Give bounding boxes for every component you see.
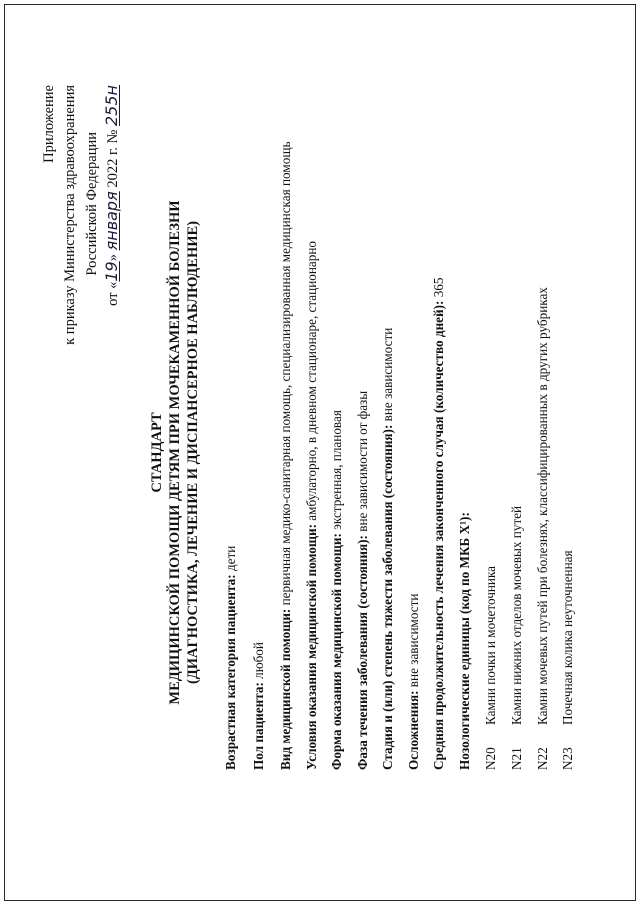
nosology-name: Камни почки и мочеточника bbox=[483, 565, 498, 725]
field-treatment-duration: Средняя продолжительность лечения законченного случая (количество дней): 365 bbox=[431, 277, 446, 770]
field-care-form: Форма оказания медицинской помощи: экстренная, плановая bbox=[329, 410, 344, 770]
field-complications: Осложнения: вне зависимости bbox=[406, 593, 421, 770]
nosology-name: Камни мочевых путей при болезнях, классифицированных в других рубриках bbox=[535, 287, 550, 725]
field-gender: Пол пациента: любой bbox=[251, 642, 266, 770]
field-age-category: Возрастная категория пациента: дети bbox=[223, 545, 238, 770]
appendix-label: Приложение bbox=[41, 85, 57, 163]
field-care-conditions: Условия оказания медицинской помощи: амбулаторно, в дневном стационаре, стационарно bbox=[304, 240, 319, 770]
field-disease-stage: Стадия и (или) степень тяжести заболевания (состояния): вне зависимости bbox=[380, 327, 395, 770]
nosology-name: Почечная колика неуточненная bbox=[560, 550, 575, 725]
field-nosology-heading: Нозологические единицы (код по МКБ X¹): bbox=[457, 512, 472, 770]
order-reference: к приказу Министерства здравоохранения bbox=[62, 85, 78, 345]
ministry-country: Российской Федерации bbox=[84, 132, 100, 276]
standard-subtitle: МЕДИЦИНСКОЙ ПОМОЩИ ДЕТЯМ ПРИ МОЧЕКАМЕННОЙ БОЛЕЗНИ bbox=[167, 200, 183, 705]
handwritten-day: 19 bbox=[102, 261, 121, 282]
field-care-type: Вид медицинской помощи: первичная медико-санитарная помощь, специализированная медицинская помощь bbox=[278, 141, 293, 770]
nosology-code: N21 bbox=[509, 747, 524, 770]
handwritten-month: января bbox=[102, 191, 121, 251]
nosology-code: N23 bbox=[560, 747, 575, 770]
standard-subtitle-scope: (ДИАГНОСТИКА, ЛЕЧЕНИЕ И ДИСПАНСЕРНОЕ НАБЛЮДЕНИЕ) bbox=[185, 220, 201, 685]
handwritten-order-number: 255н bbox=[102, 85, 121, 126]
field-disease-phase: Фаза течения заболевания (состояния): вне зависимости от фазы bbox=[355, 390, 370, 770]
standard-title: СТАНДАРТ bbox=[149, 412, 165, 493]
order-date-line: от «19» января 2022 г. № 255н bbox=[102, 85, 121, 306]
nosology-code: N22 bbox=[535, 747, 550, 770]
nosology-name: Камни нижних отделов мочевых путей bbox=[509, 505, 524, 725]
nosology-code: N20 bbox=[483, 747, 498, 770]
